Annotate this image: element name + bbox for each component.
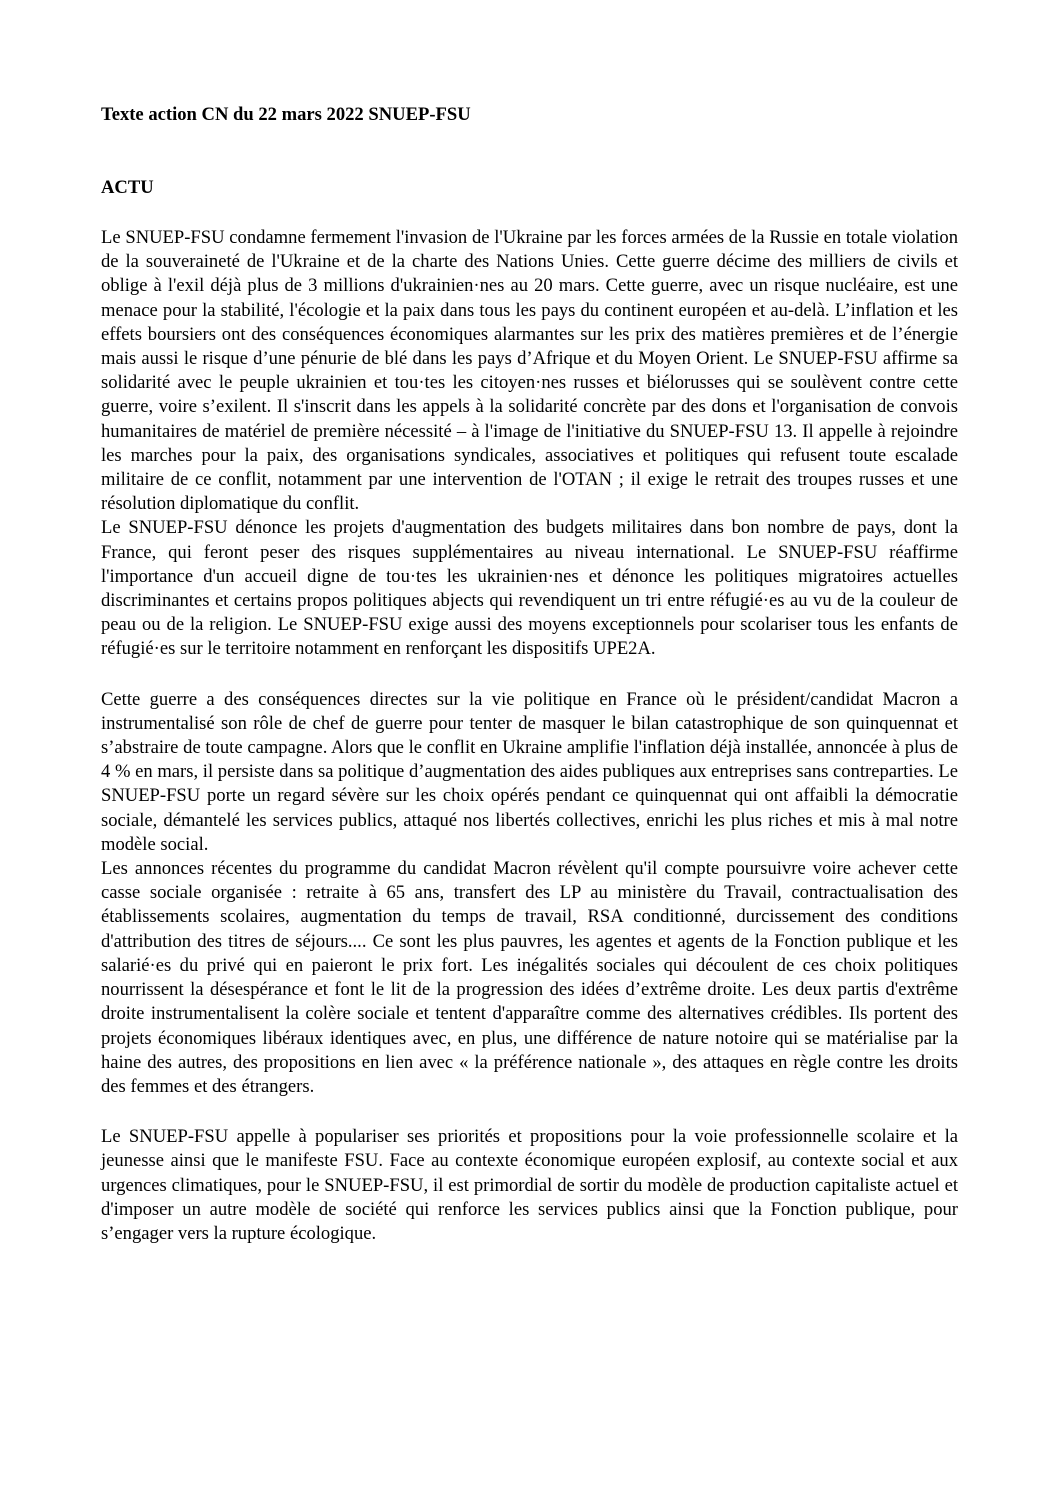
paragraph-ukraine-invasion: Le SNUEP-FSU condamne fermement l'invasion de l'Ukraine par les forces armées de la Russie en totale violation de la souveraineté de l'Ukraine et de la charte des Nations Unies. Cette guerre décime des milliers de civils et oblige à l'exil déjà plus de 3 millions d'ukrainien·nes au 20 mars. Cette guerre, avec un risque nucléaire, est une menace pour la stabilité, l'écologie et la paix dans tous les pays du continent européen et au-delà. L’inflation et les effets boursiers ont des conséquences économiques alarmantes sur les prix des matières premières et de l’énergie mais aussi le risque d’une pénurie de blé dans les pays d’Afrique et du Moyen Orient. Le SNUEP-FSU affirme sa solidarité avec le peuple ukrainien et tou·tes les citoyen·nes russes et biélorusses qui se soulèvent contre cette guerre, voire s’exilent. Il s'inscrit dans les appels à la solidarité concrète par des dons et l'organisation de convois humanitaires de matériel de première nécessité – à l'image de l'initiative du SNUEP-FSU 13. Il appelle à rejoindre les marches pour la paix, des organisations syndicales, associatives et politiques qui refusent toute escalade militaire de ce conflit, notamment par une intervention de l'OTAN ; il exige le retrait des troupes russes et une résolution diplomatique du conflit.: [101, 227, 958, 515]
paragraph-military-budgets: Le SNUEP-FSU dénonce les projets d'augmentation des budgets militaires dans bon nombre de pays, dont la France, qui feront peser des risques supplémentaires au niveau international. Le SNUEP-FSU réaffirme l'importance d'un accueil digne de tou·tes les ukrainien·nes et dénonce les politiques migratoires actuelles discriminantes et certains propos politiques abjects qui revendiquent un tri entre réfugié·es au vu de la couleur de peau ou de la religion. Le SNUEP-FSU exige aussi des moyens exceptionnels pour scolariser tous les enfants de réfugié·es sur le territoire notamment en renforçant les dispositifs UPE2A.: [101, 517, 958, 660]
document-title: Texte action CN du 22 mars 2022 SNUEP-FSU: [101, 104, 471, 125]
paragraph-priorities: Le SNUEP-FSU appelle à populariser ses priorités et propositions pour la voie professionnelle scolaire et la jeunesse ainsi que le manifeste FSU. Face au contexte économique européen explosif, au contexte social et aux urgences climatiques, pour le SNUEP-FSU, il est primordial de sortir du modèle de production capitaliste actuel et d'imposer un autre modèle de société qui renforce les services publics ainsi que la Fonction publique, pour s’engager vers la rupture écologique.: [101, 1126, 958, 1244]
paragraph-macron-program: Les annonces récentes du programme du candidat Macron révèlent qu'il compte poursuivre voire achever cette casse sociale organisée : retraite à 65 ans, transfert des LP au ministère du Travail, contractualisation des établissements scolaires, augmentation du temps de travail, RSA conditionné, durcissement des conditions d'attribution des titres de séjours.... Ce sont les plus pauvres, les agentes et agents de la Fonction publique et les salarié·es du privé qui en paieront le prix fort. Les inégalités sociales qui découlent de ces choix politiques nourrissent la désespérance et font le lit de la progression des idées d’extrême droite. Les deux partis d'extrême droite instrumentalisent la colère sociale et tentent d'apparaître comme des alternatives crédibles. Ils portent des projets économiques libéraux identiques avec, en plus, une différence de nature notoire qui se matérialise par la haine des autres, des propositions en lien avec « la préférence nationale », des attaques en règle contre les droits des femmes et des étrangers.: [101, 858, 958, 1097]
paragraph-french-politics: Cette guerre a des conséquences directes sur la vie politique en France où le président/candidat Macron a instrumentalisé son rôle de chef de guerre pour tenter de masquer le bilan catastrophique de son quinquennat et s’abstraire de toute campagne. Alors que le conflit en Ukraine amplifie l'inflation déjà installée, annoncée à plus de 4 % en mars, il persiste dans sa politique d’augmentation des aides publiques aux entreprises sans contreparties. Le SNUEP-FSU porte un regard sévère sur les choix opérés pendant ce quinquennat qui ont affaibli la démocratie sociale, démantelé les services publics, attaqué nos libertés collectives, enrichi les plus riches et mis à mal notre modèle social.: [101, 688, 958, 855]
section-heading-actu: ACTU: [101, 177, 154, 198]
document-body: [101, 103, 958, 1246]
